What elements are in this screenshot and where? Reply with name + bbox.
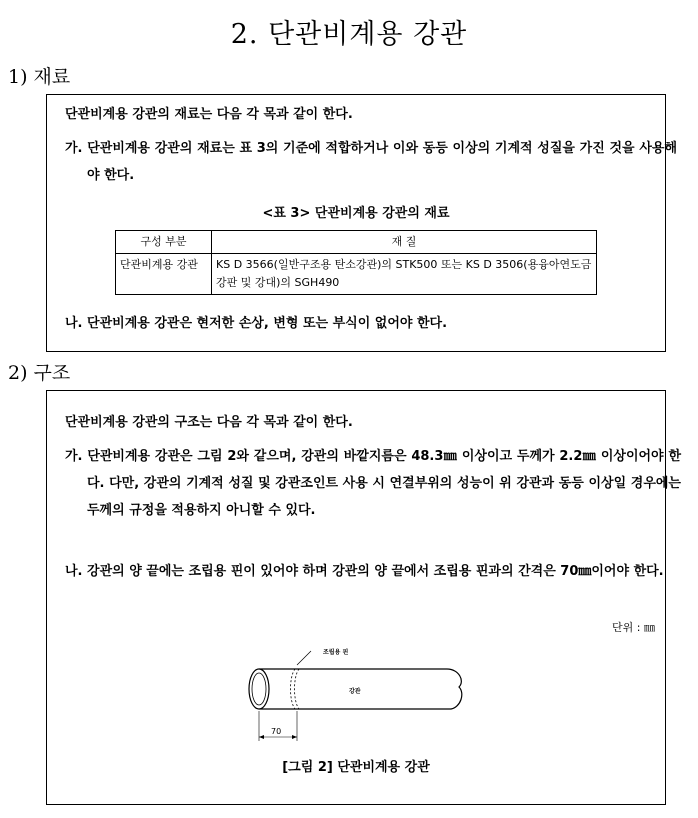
table-cell: 단관비계용 강관 — [116, 254, 212, 295]
materials-item-ga: 가. 단관비계용 강관의 재료는 표 3의 기준에 적합하거나 이와 동등 이상의 기계적 성질을 가진 것을 사용해야 한다. — [65, 141, 677, 183]
structure-item-ga: 가. 단관비계용 강관은 그림 2와 같으며, 강관의 바깥지름은 48.3㎜ 이상이고 두께가 2.2㎜ 이상이어야 한다. 다만, 강관의 기계적 성질 및 강관조인트 사용 시 연결부위의 성능이 위 강관과 동등 이상일 경우에는 두께의 규정을 적용하지 아니할 수 있다. — [65, 449, 681, 518]
page-title: 2. 단관비계용 강관 — [230, 19, 468, 50]
materials-box — [46, 94, 677, 352]
structure-item-na: 나. 강관의 양 끝에는 조립용 핀이 있어야 하며 강관의 양 끝에서 조립용 핀과의 간격은 70㎜이어야 한다. — [65, 564, 664, 579]
dimension-value: 70 — [271, 727, 282, 736]
table-row — [116, 254, 597, 295]
pin-label: 조립용 핀 — [323, 649, 349, 656]
dimension-arrow — [292, 735, 297, 739]
materials-table — [115, 230, 597, 295]
pipe-figure — [237, 641, 477, 751]
table-cell: KS D 3566(일반구조용 탄소강관)의 STK500 또는 KS D 3506(용융아연도금 강판 및 강대)의 SGH490 — [212, 254, 597, 295]
materials-intro: 단관비계용 강관의 재료는 다음 각 목과 같이 한다. — [65, 107, 353, 122]
materials-item-na: 나. 단관비계용 강관은 현저한 손상, 변형 또는 부식이 없어야 한다. — [65, 316, 448, 331]
structure-box — [46, 390, 681, 805]
pipe-label: 강관 — [349, 688, 361, 695]
structure-heading: 2) 구조 — [8, 362, 71, 384]
assembly-pin-line — [295, 669, 300, 709]
table-header-cell: 구성 부분 — [116, 231, 212, 254]
dimension-arrow — [259, 735, 264, 739]
figure-caption: [그림 2] 단관비계용 강관 — [282, 760, 430, 775]
table-header-cell: 재 질 — [212, 231, 597, 254]
structure-intro: 단관비계용 강관의 구조는 다음 각 목과 같이 한다. — [65, 415, 353, 430]
pin-leader-line — [297, 651, 311, 665]
table-caption: <표 3> 단관비계용 강관의 재료 — [262, 206, 450, 221]
materials-heading: 1) 재료 — [8, 66, 71, 88]
table-header-row — [116, 231, 597, 254]
unit-label: 단위 : ㎜ — [612, 621, 655, 634]
